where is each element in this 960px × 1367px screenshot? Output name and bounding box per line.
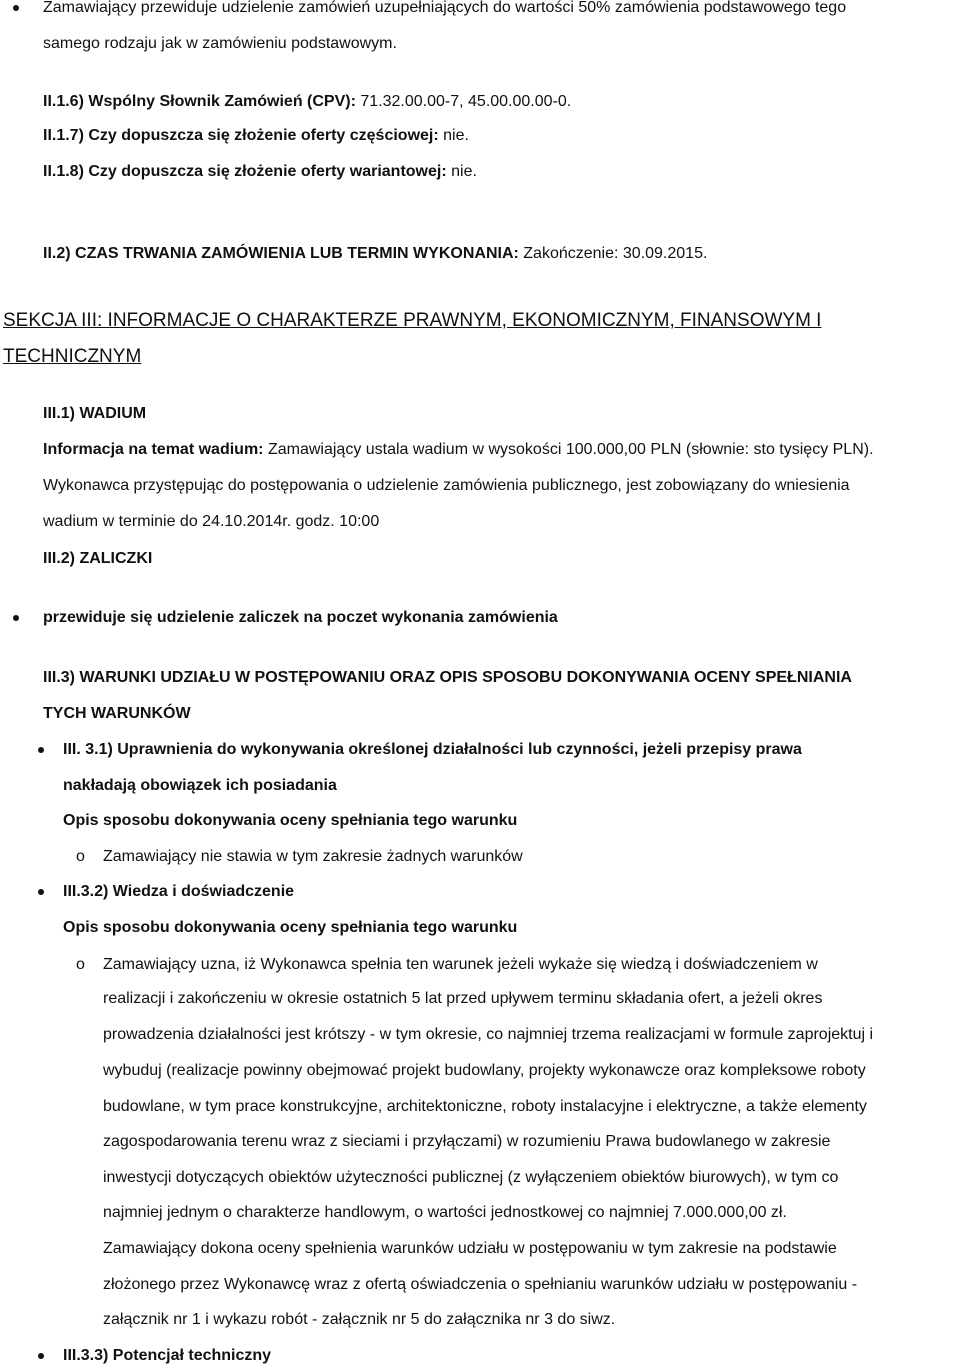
evaluation-label: Opis sposobu dokonywania oceny spełniania tego warunku: [63, 812, 518, 829]
condition-2-text: inwestycji dotyczących obiektów użyteczności publicznej (z wyłączeniem obiektów biurowych), w tym co: [103, 1169, 839, 1186]
conditions-title: III.3) WARUNKI UDZIAŁU W POSTĘPOWANIU ORAZ OPIS SPOSOBU DOKONYWANIA OCENY SPEŁNIANIA: [43, 669, 852, 686]
bullet-dot: [13, 615, 19, 621]
intro-line: samego rodzaju jak w zamówieniu podstawowym.: [43, 35, 397, 52]
cpv-row: [43, 92, 571, 112]
wadium-label: Informacja na temat wadium:: [43, 441, 264, 458]
wadium-text: wadium w terminie do 24.10.2014r. godz. 10:00: [43, 513, 380, 530]
condition-1-text: Zamawiający nie stawia w tym zakresie żadnych warunków: [103, 848, 523, 865]
bullet-dot: [38, 889, 44, 895]
wadium-title: III.1) WADIUM: [43, 405, 147, 422]
variant-offer-row: [43, 162, 477, 182]
intro-line: Zamawiający przewiduje udzielenie zamówień uzupełniających do wartości 50% zamówienia podstawowego tego: [43, 0, 847, 16]
condition-2-text: najmniej jednym o charakterze handlowym, o wartości jednostkowej co najmniej 7.000.000,00 zł.: [103, 1204, 787, 1221]
sub-bullet: o: [76, 956, 85, 973]
condition-2-text: załącznik nr 1 i wykazu robót - załącznik nr 5 do załącznika nr 3 do siwz.: [103, 1311, 616, 1328]
partial-offer-label: II.1.7) Czy dopuszcza się złożenie oferty częściowej:: [43, 127, 439, 144]
conditions-title: TYCH WARUNKÓW: [43, 705, 191, 722]
bullet-dot: [38, 747, 44, 753]
evaluation-label: Opis sposobu dokonywania oceny spełniania tego warunku: [63, 919, 518, 936]
condition-2-text: wybuduj (realizacje powinny obejmować projekt budowlany, projekty wykonawcze oraz kompleksowe roboty: [103, 1062, 866, 1079]
cpv-label: II.1.6) Wspólny Słownik Zamówień (CPV):: [43, 93, 356, 110]
wadium-info: [43, 440, 874, 460]
bullet-dot: [13, 5, 19, 11]
condition-2-text: Zamawiający dokona oceny spełnienia warunków udziału w postępowaniu w tym zakresie na podstawie: [103, 1240, 837, 1257]
section-heading: TECHNICZNYM: [3, 346, 142, 367]
condition-1-title: III. 3.1) Uprawnienia do wykonywania określonej działalności lub czynności, jeżeli przepisy prawa: [63, 741, 802, 758]
condition-2-text: budowlane, w tym prace konstrukcyjne, architektoniczne, roboty instalacyjne i elektryczne, a także elementy: [103, 1098, 867, 1115]
wadium-text: Wykonawca przystępując do postępowania o udzielenie zamówienia publicznego, jest zobowiązany do wniesienia: [43, 477, 850, 494]
wadium-value: Zamawiający ustala wadium w wysokości 100.000,00 PLN (słownie: sto tysięcy PLN).: [267, 441, 874, 458]
duration-value: Zakończenie: 30.09.2015.: [523, 245, 708, 262]
duration-row: [43, 244, 707, 264]
condition-2-text: złożonego przez Wykonawcę wraz z ofertą oświadczenia o spełnianiu warunków udziału w postępowaniu -: [103, 1276, 858, 1293]
condition-2-title: III.3.2) Wiedza i doświadczenie: [63, 883, 295, 900]
partial-offer-row: [43, 126, 469, 146]
condition-3-title: III.3.3) Potencjał techniczny: [63, 1347, 272, 1364]
advance-bullet: przewiduje się udzielenie zaliczek na poczet wykonania zamówienia: [43, 609, 558, 626]
condition-2-text: Zamawiający uzna, iż Wykonawca spełnia ten warunek jeżeli wykaże się wiedzą i doświadczeniem w: [103, 956, 818, 973]
condition-2-text: zagospodarowania terenu wraz z sieciami i przyłączami) w rozumieniu Prawa budowlanego w zakresie: [103, 1133, 831, 1150]
section-heading: SEKCJA III: INFORMACJE O CHARAKTERZE PRAWNYM, EKONOMICZNYM, FINANSOWYM I: [3, 310, 822, 331]
advance-title: III.2) ZALICZKI: [43, 550, 153, 567]
duration-label: II.2) CZAS TRWANIA ZAMÓWIENIA LUB TERMIN WYKONANIA:: [43, 245, 519, 262]
condition-2-text: realizacji i zakończeniu w okresie ostatnich 5 lat przed upływem terminu składania ofert, a jeżeli okres: [103, 990, 823, 1007]
condition-2-text: prowadzenia działalności jest krótszy - w tym okresie, co najmniej trzema realizacjami w formule zaprojektuj i: [103, 1026, 874, 1043]
variant-offer-label: II.1.8) Czy dopuszcza się złożenie oferty wariantowej:: [43, 163, 447, 180]
sub-bullet: o: [76, 848, 85, 865]
condition-1-title: nakładają obowiązek ich posiadania: [63, 777, 337, 794]
cpv-value: 71.32.00.00-7, 45.00.00.00-0.: [360, 93, 572, 110]
variant-offer-value: nie.: [451, 163, 477, 180]
bullet-dot: [38, 1353, 44, 1359]
partial-offer-value: nie.: [443, 127, 469, 144]
